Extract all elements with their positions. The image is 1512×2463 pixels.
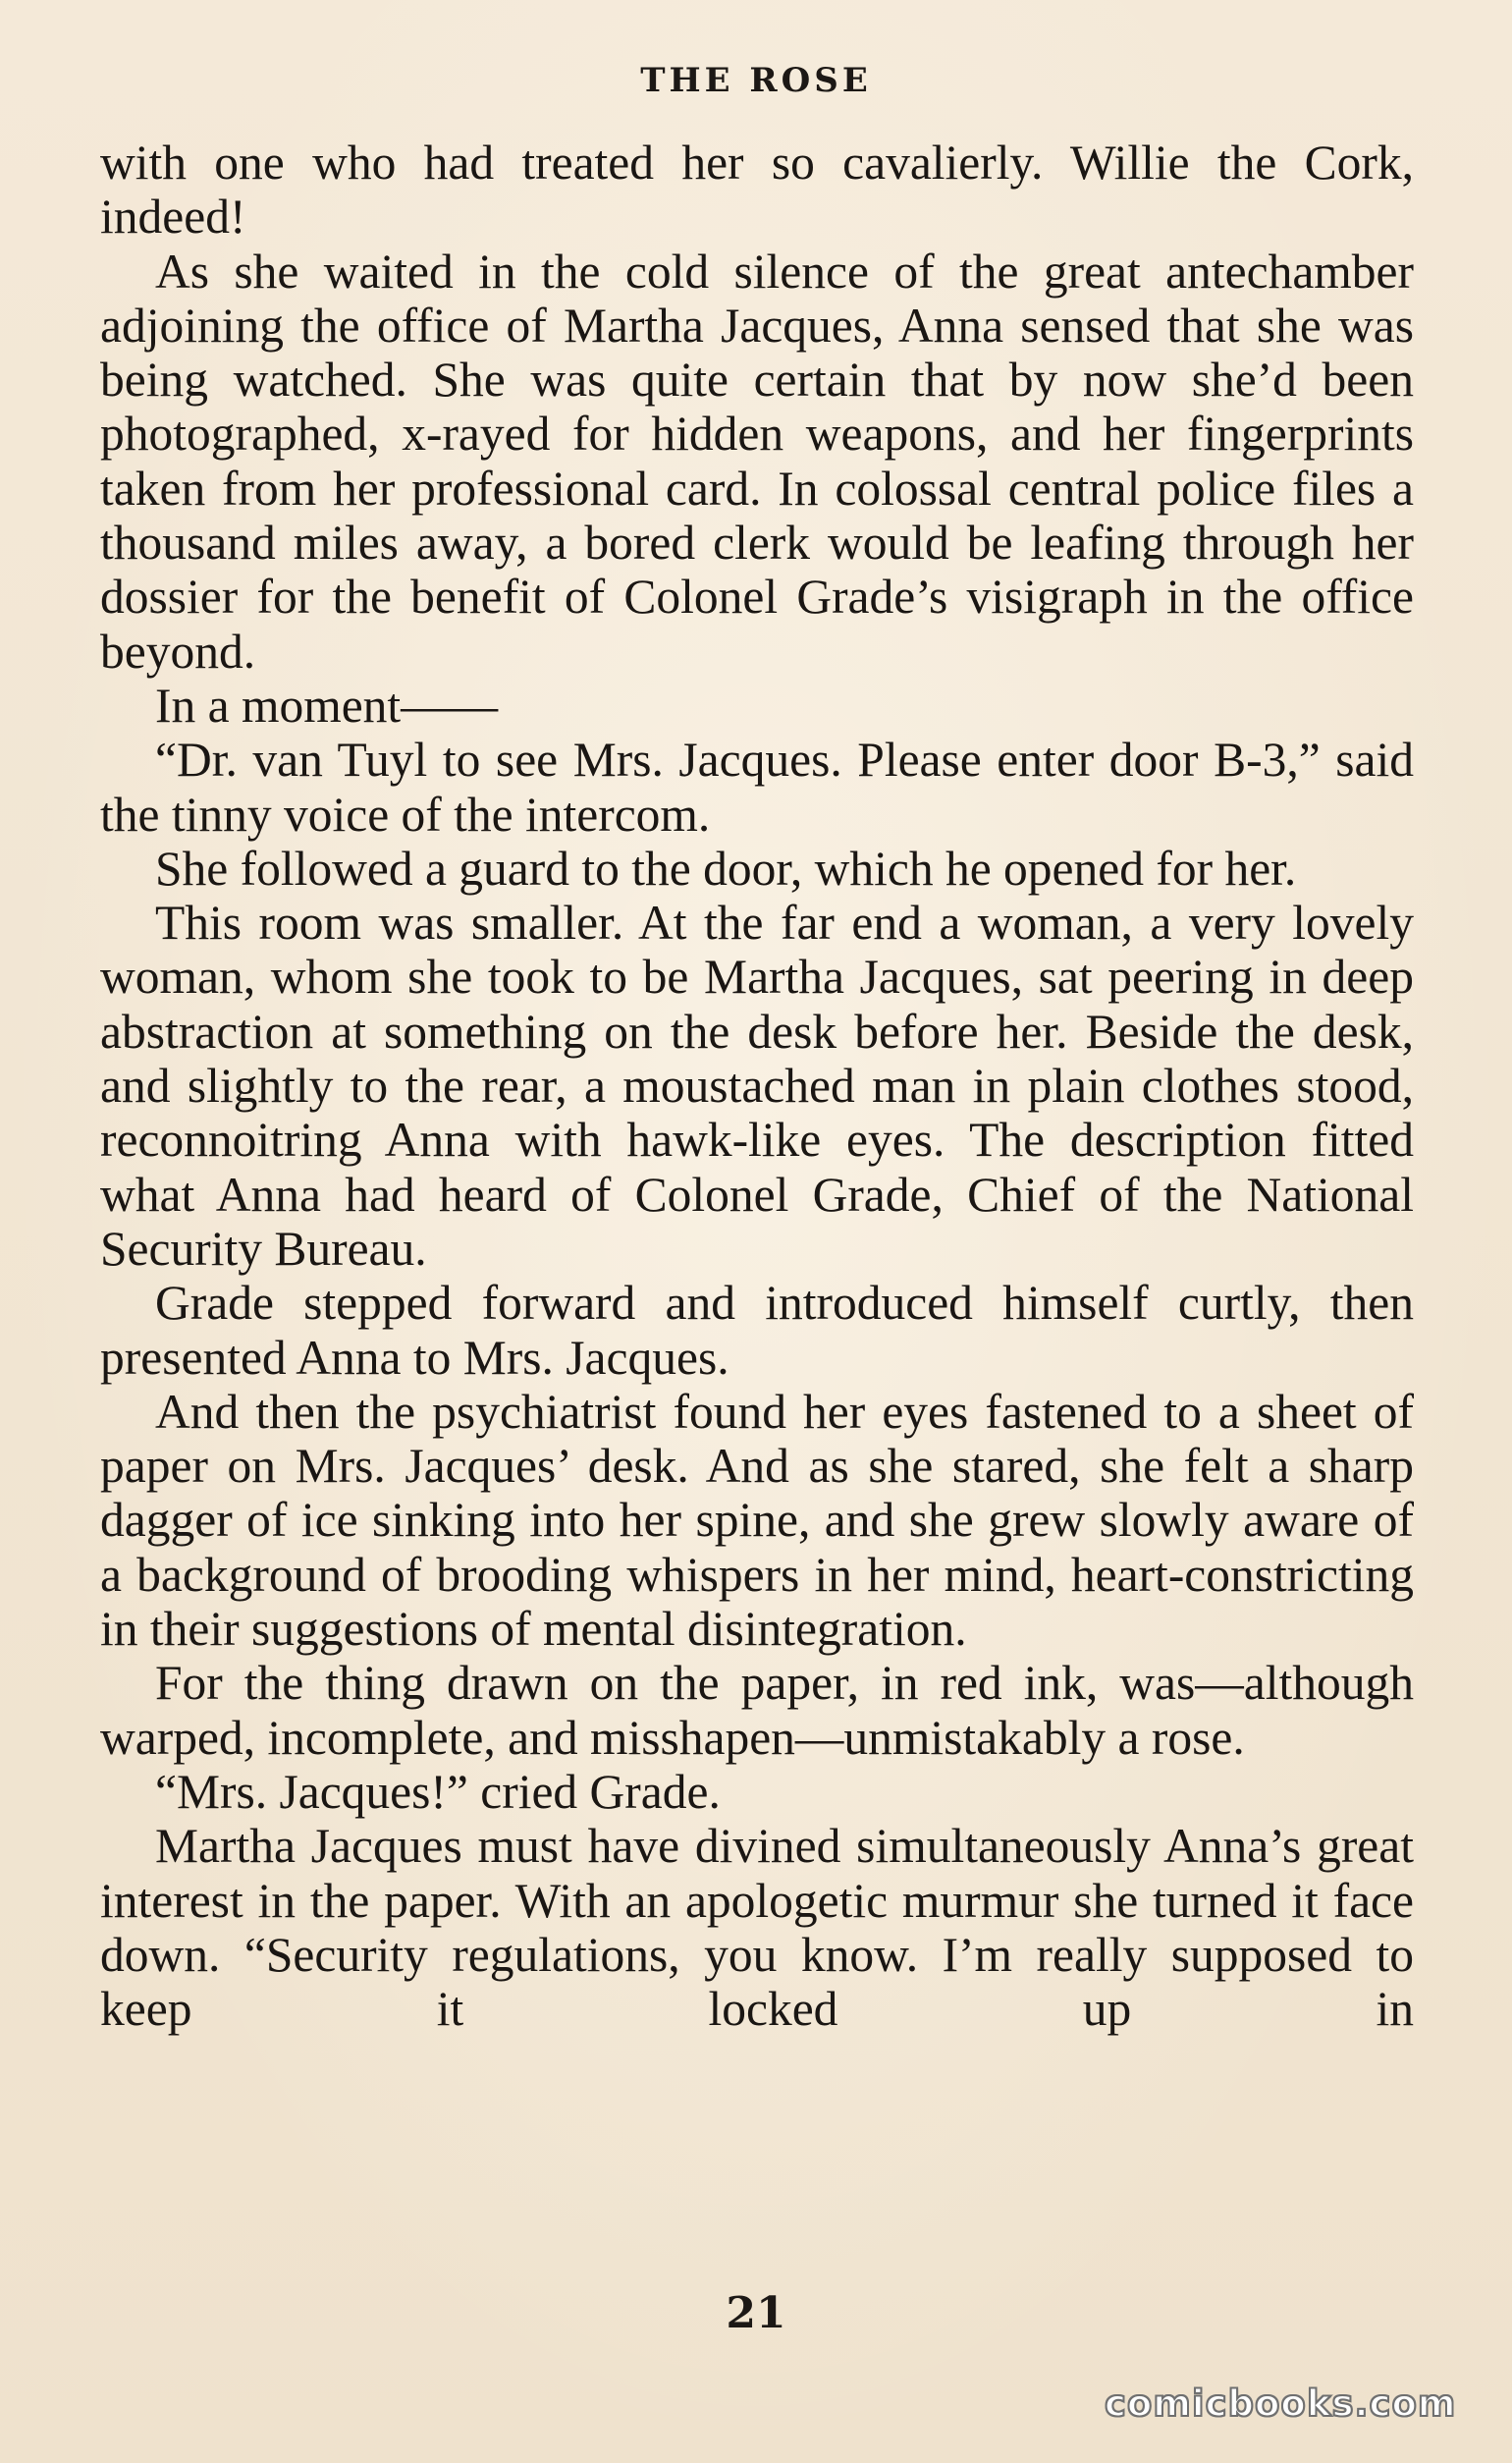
running-head: THE ROSE [640, 61, 872, 100]
paragraph: She followed a guard to the door, which he opened for her. [155, 841, 1297, 896]
paragraph: As she waited in the cold silence of the great antechamber adjoining the office of Martha Jacques, Anna sensed that she was being watched. She was quite certain that by now she’d been photographed, x-rayed for hidden weapons, and her fingerprints taken from her professional card. In colossal central police files a thousand miles away, a bored clerk would be leafing through her dossier for the benefit of Colonel Grade’s visigraph in the office beyond. [100, 244, 1414, 679]
paragraph: with one who had treated her so cavalierly. Willie the Cork, indeed! [100, 136, 1414, 245]
body-text [100, 136, 1414, 2036]
paragraph: For the thing drawn on the paper, in red ink, was—although warped, incomplete, and misshapen—unmistakably a rose. [100, 1656, 1414, 1765]
paragraph: Grade stepped forward and introduced himself curtly, then presented Anna to Mrs. Jacques. [100, 1276, 1414, 1385]
watermark-logo: comicbooks.com [1105, 2382, 1457, 2425]
paragraph: “Mrs. Jacques!” cried Grade. [155, 1764, 721, 1819]
paragraph: This room was smaller. At the far end a woman, a very lovely woman, whom she took to be Martha Jacques, sat peering in deep abstraction at something on the desk before her. Beside the desk, and slightly to the rear, a moustached man in plain clothes stood, reconnoitring Anna with hawk-like eyes. The description fitted what Anna had heard of Colonel Grade, Chief of the National Security Bureau. [100, 896, 1414, 1276]
paragraph: Martha Jacques must have divined simultaneously Anna’s great interest in the paper. With an apologetic murmur she turned it face down. “Security regulations, you know. I’m really supposed to keep it locked up in [100, 1819, 1414, 2037]
paragraph: In a moment—— [155, 678, 499, 733]
paragraph: “Dr. van Tuyl to see Mrs. Jacques. Please enter door B-3,” said the tinny voice of the intercom. [100, 733, 1414, 842]
page-number: 21 [726, 2288, 786, 2338]
paragraph: And then the psychiatrist found her eyes fastened to a sheet of paper on Mrs. Jacques’ desk. And as she stared, she felt a sharp dagger of ice sinking into her spine, and she grew slowly aware of a background of brooding whispers in her mind, heart-constricting in their suggestions of mental disintegration. [100, 1384, 1414, 1657]
